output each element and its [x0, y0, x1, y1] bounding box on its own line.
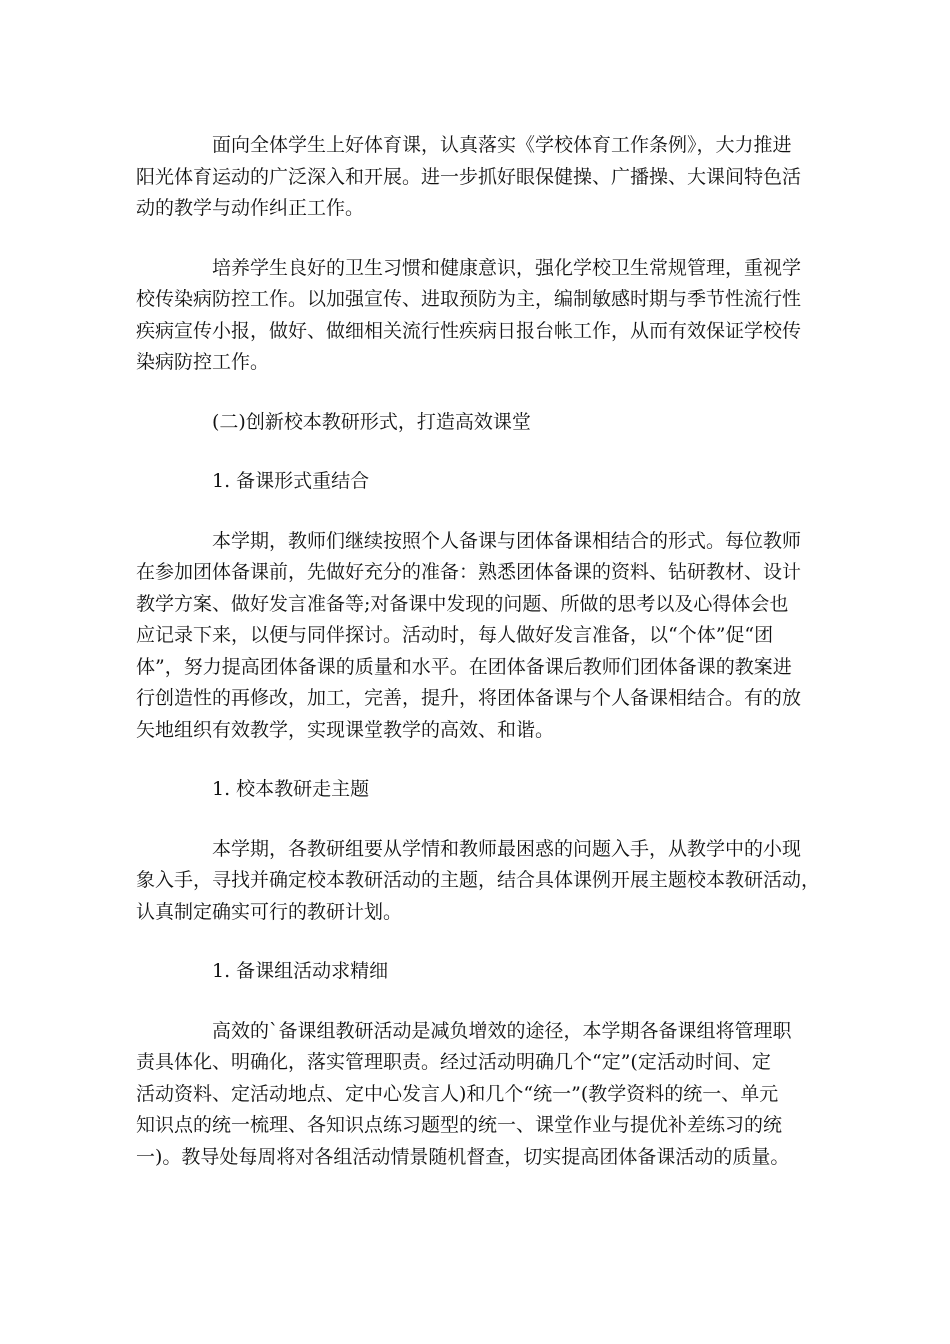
subheading-school-research: 1. 校本教研走主题 — [212, 778, 370, 800]
text-line: 培养学生良好的卫生习惯和健康意识，强化学校卫生常规管理，重视学 — [212, 256, 802, 279]
text-line: 本学期，各教研组要从学情和教师最困惑的问题入手，从教学中的小现 — [212, 837, 802, 860]
paragraph-hygiene — [136, 253, 826, 379]
section-heading: (二)创新校本教研形式，打造高效课堂 — [212, 410, 531, 433]
text-line: 责具体化、明确化，落实管理职责。经过活动明确几个“定”(定活动时间、定 — [136, 1051, 771, 1073]
text-line: 一)。教导处每周将对各组活动情景随机督查，切实提高团体备课活动的质量。 — [136, 1145, 790, 1168]
text-line: 动的教学与动作纠正工作。 — [136, 197, 365, 219]
text-line: 教学方案、做好发言准备等;对备课中发现的问题、所做的思考以及心得体会也 — [136, 592, 789, 615]
text-line: 矢地组织有效教学，实现课堂教学的高效、和谐。 — [136, 718, 555, 741]
paragraph-school-research — [136, 834, 826, 929]
text-line: 象入手，寻找并确定校本教研活动的主题，结合具体课例开展主题校本教研活动， — [136, 869, 821, 891]
text-line: 体”，努力提高团体备课的质量和水平。在团体备课后教师们团体备课的教案进 — [136, 655, 792, 678]
text-line: 本学期，教师们继续按照个人备课与团体备课相结合的形式。每位教师 — [212, 529, 802, 552]
text-line: 染病防控工作。 — [136, 351, 270, 373]
text-line: 阳光体育运动的广泛深入和开展。进一步抓好眼保健操、广播操、大课间特色活 — [136, 165, 802, 188]
text-line: 疾病宣传小报，做好、做细相关流行性疾病日报台帐工作，从而有效保证学校传 — [136, 319, 802, 342]
subheading-prep-group: 1. 备课组活动求精细 — [212, 960, 389, 982]
text-line: 行创造性的再修改，加工，完善，提升，将团体备课与个人备课相结合。有的放 — [136, 687, 802, 709]
paragraph-prep-group — [136, 1016, 826, 1174]
document-body — [136, 130, 826, 1201]
paragraph-lesson-prep — [136, 526, 826, 747]
text-line: 面向全体学生上好体育课，认真落实《学校体育工作条例》，大力推进 — [212, 134, 792, 156]
text-line: 知识点的统一梳理、各知识点练习题型的统一、课堂作业与提优补差练习的统 — [136, 1114, 783, 1136]
text-line: 在参加团体备课前，先做好充分的准备：熟悉团体备课的资料、钻研教材、设计 — [136, 561, 802, 583]
text-line: 校传染病防控工作。以加强宣传、进取预防为主，编制敏感时期与季节性流行性 — [136, 288, 802, 310]
subheading-lesson-prep: 1. 备课形式重结合 — [212, 470, 370, 492]
text-line: 高效的`备课组教研活动是减负增效的途径，本学期各备课组将管理职 — [212, 1019, 792, 1042]
text-line: 认真制定确实可行的教研计划。 — [136, 900, 403, 923]
text-line: 活动资料、定活动地点、定中心发言人)和几个“统一”(教学资料的统一、单元 — [136, 1082, 779, 1105]
paragraph-pe-class — [136, 130, 826, 225]
text-line: 应记录下来，以便与同伴探讨。活动时，每人做好发言准备，以“个体”促“团 — [136, 624, 774, 646]
